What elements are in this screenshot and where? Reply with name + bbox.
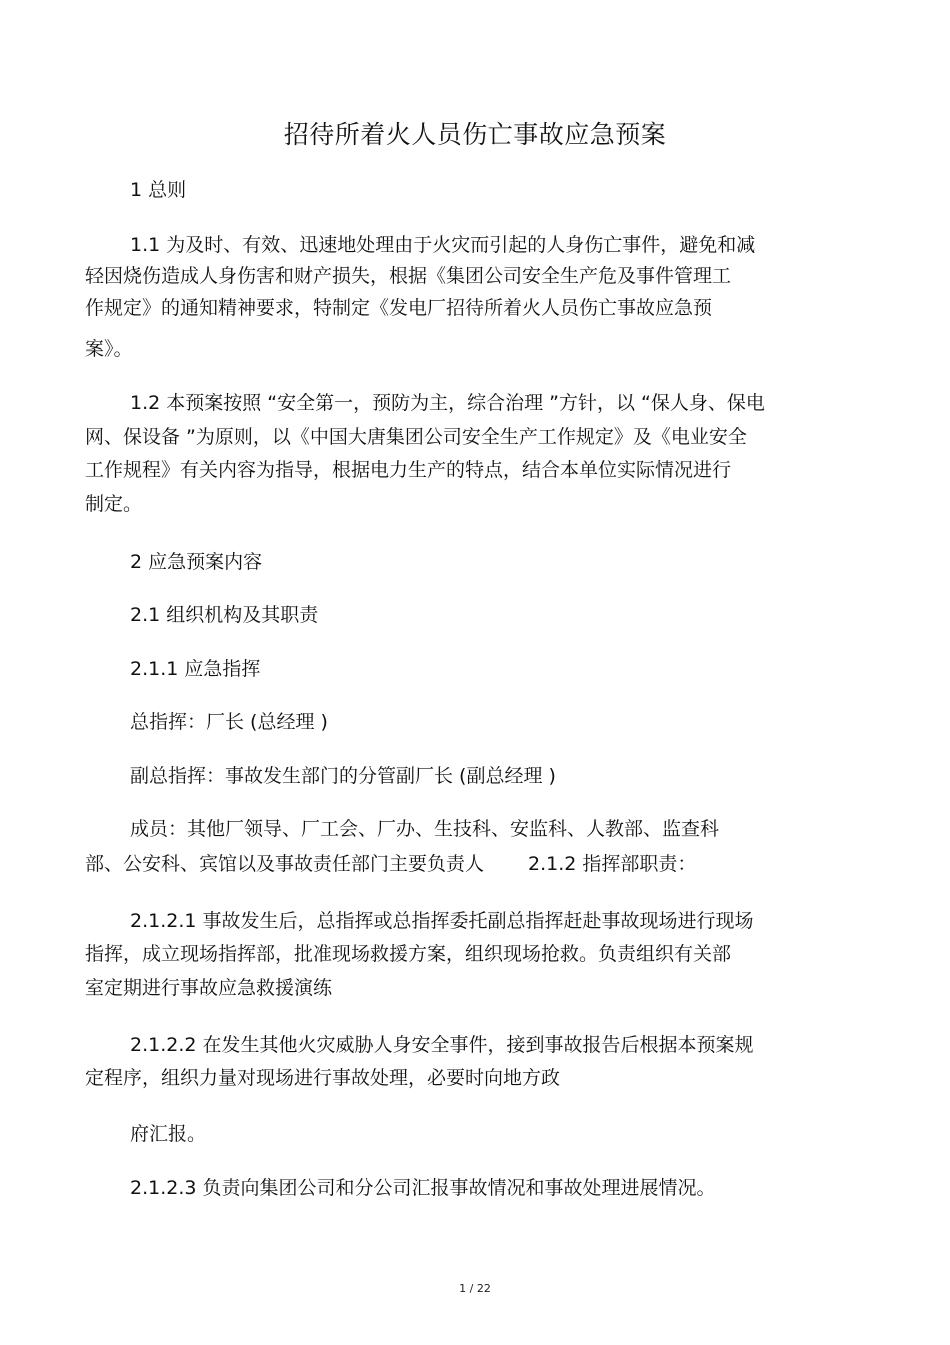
document-title: 招待所着火人员伤亡事故应急预案 [283,120,667,149]
paragraph-line: 2.1.2.2 在发生其他火灾威胁人身安全事件，接到事故报告后根据本预案规 [130,1034,754,1056]
page-total: 22 [476,1282,491,1295]
paragraph-line: 2.1.2.3 负责向集团公司和分公司汇报事故情况和事故处理进展情况。 [130,1177,716,1199]
paragraph-line: 指挥，成立现场指挥部，批准现场救援方案，组织现场抢救。负责组织有关部 [85,943,732,965]
paragraph-line: 成员：其他厂领导、厂工会、厂办、生技科、安监科、人教部、监查科 [130,818,720,840]
section-heading-general: 1 总则 [130,179,187,201]
page-separator: / [469,1282,474,1295]
section-heading-emergency-content: 2 应急预案内容 [130,551,263,573]
paragraph-line: 1.1 为及时、有效、迅速地处理由于火灾而引起的人身伤亡事件，避免和减 [130,234,756,256]
paragraph-line: 网、保设备 ”为原则，以《中国大唐集团公司安全生产工作规定》及《电业安全 [85,426,747,448]
paragraph-line: 副总指挥：事故发生部门的分管副厂长 (副总经理 ) [130,765,556,787]
paragraph-line: 轻因烧伤造成人身伤害和财产损失，根据《集团公司安全生产危及事件管理工 [85,265,732,287]
page-number [0,1281,950,1297]
paragraph-line: 定程序，组织力量对现场进行事故处理，必要时向地方政 [85,1067,561,1089]
paragraph-line [85,851,696,877]
paragraph-line: 总指挥：厂长 (总经理 ) [130,711,328,733]
paragraph-line: 室定期进行事故应急救援演练 [85,977,333,999]
paragraph-line: 作规定》的通知精神要求，特制定《发电厂招待所着火人员伤亡事故应急预 [85,297,713,319]
paragraph-line: 2.1.2.1 事故发生后，总指挥或总指挥委托副总指挥赶赴事故现场进行现场 [130,910,754,932]
paragraph-line: 制定。 [85,493,143,515]
section-heading-command: 2.1.1 应急指挥 [130,658,261,680]
page-current: 1 [459,1282,467,1295]
paragraph-line: 案》。 [85,338,133,360]
paragraph-line: 府汇报。 [130,1123,207,1145]
section-heading-organization: 2.1 组织机构及其职责 [130,604,319,626]
section-heading-command-duties: 2.1.2 指挥部职责： [528,853,697,875]
paragraph-line: 1.2 本预案按照 “安全第一，预防为主，综合治理 ”方针，以 “保人身、保电 [130,392,765,414]
members-continuation: 部、公安科、宾馆以及事故责任部门主要负责人 [85,853,485,875]
paragraph-line: 工作规程》有关内容为指导，根据电力生产的特点，结合本单位实际情况进行 [85,459,732,481]
